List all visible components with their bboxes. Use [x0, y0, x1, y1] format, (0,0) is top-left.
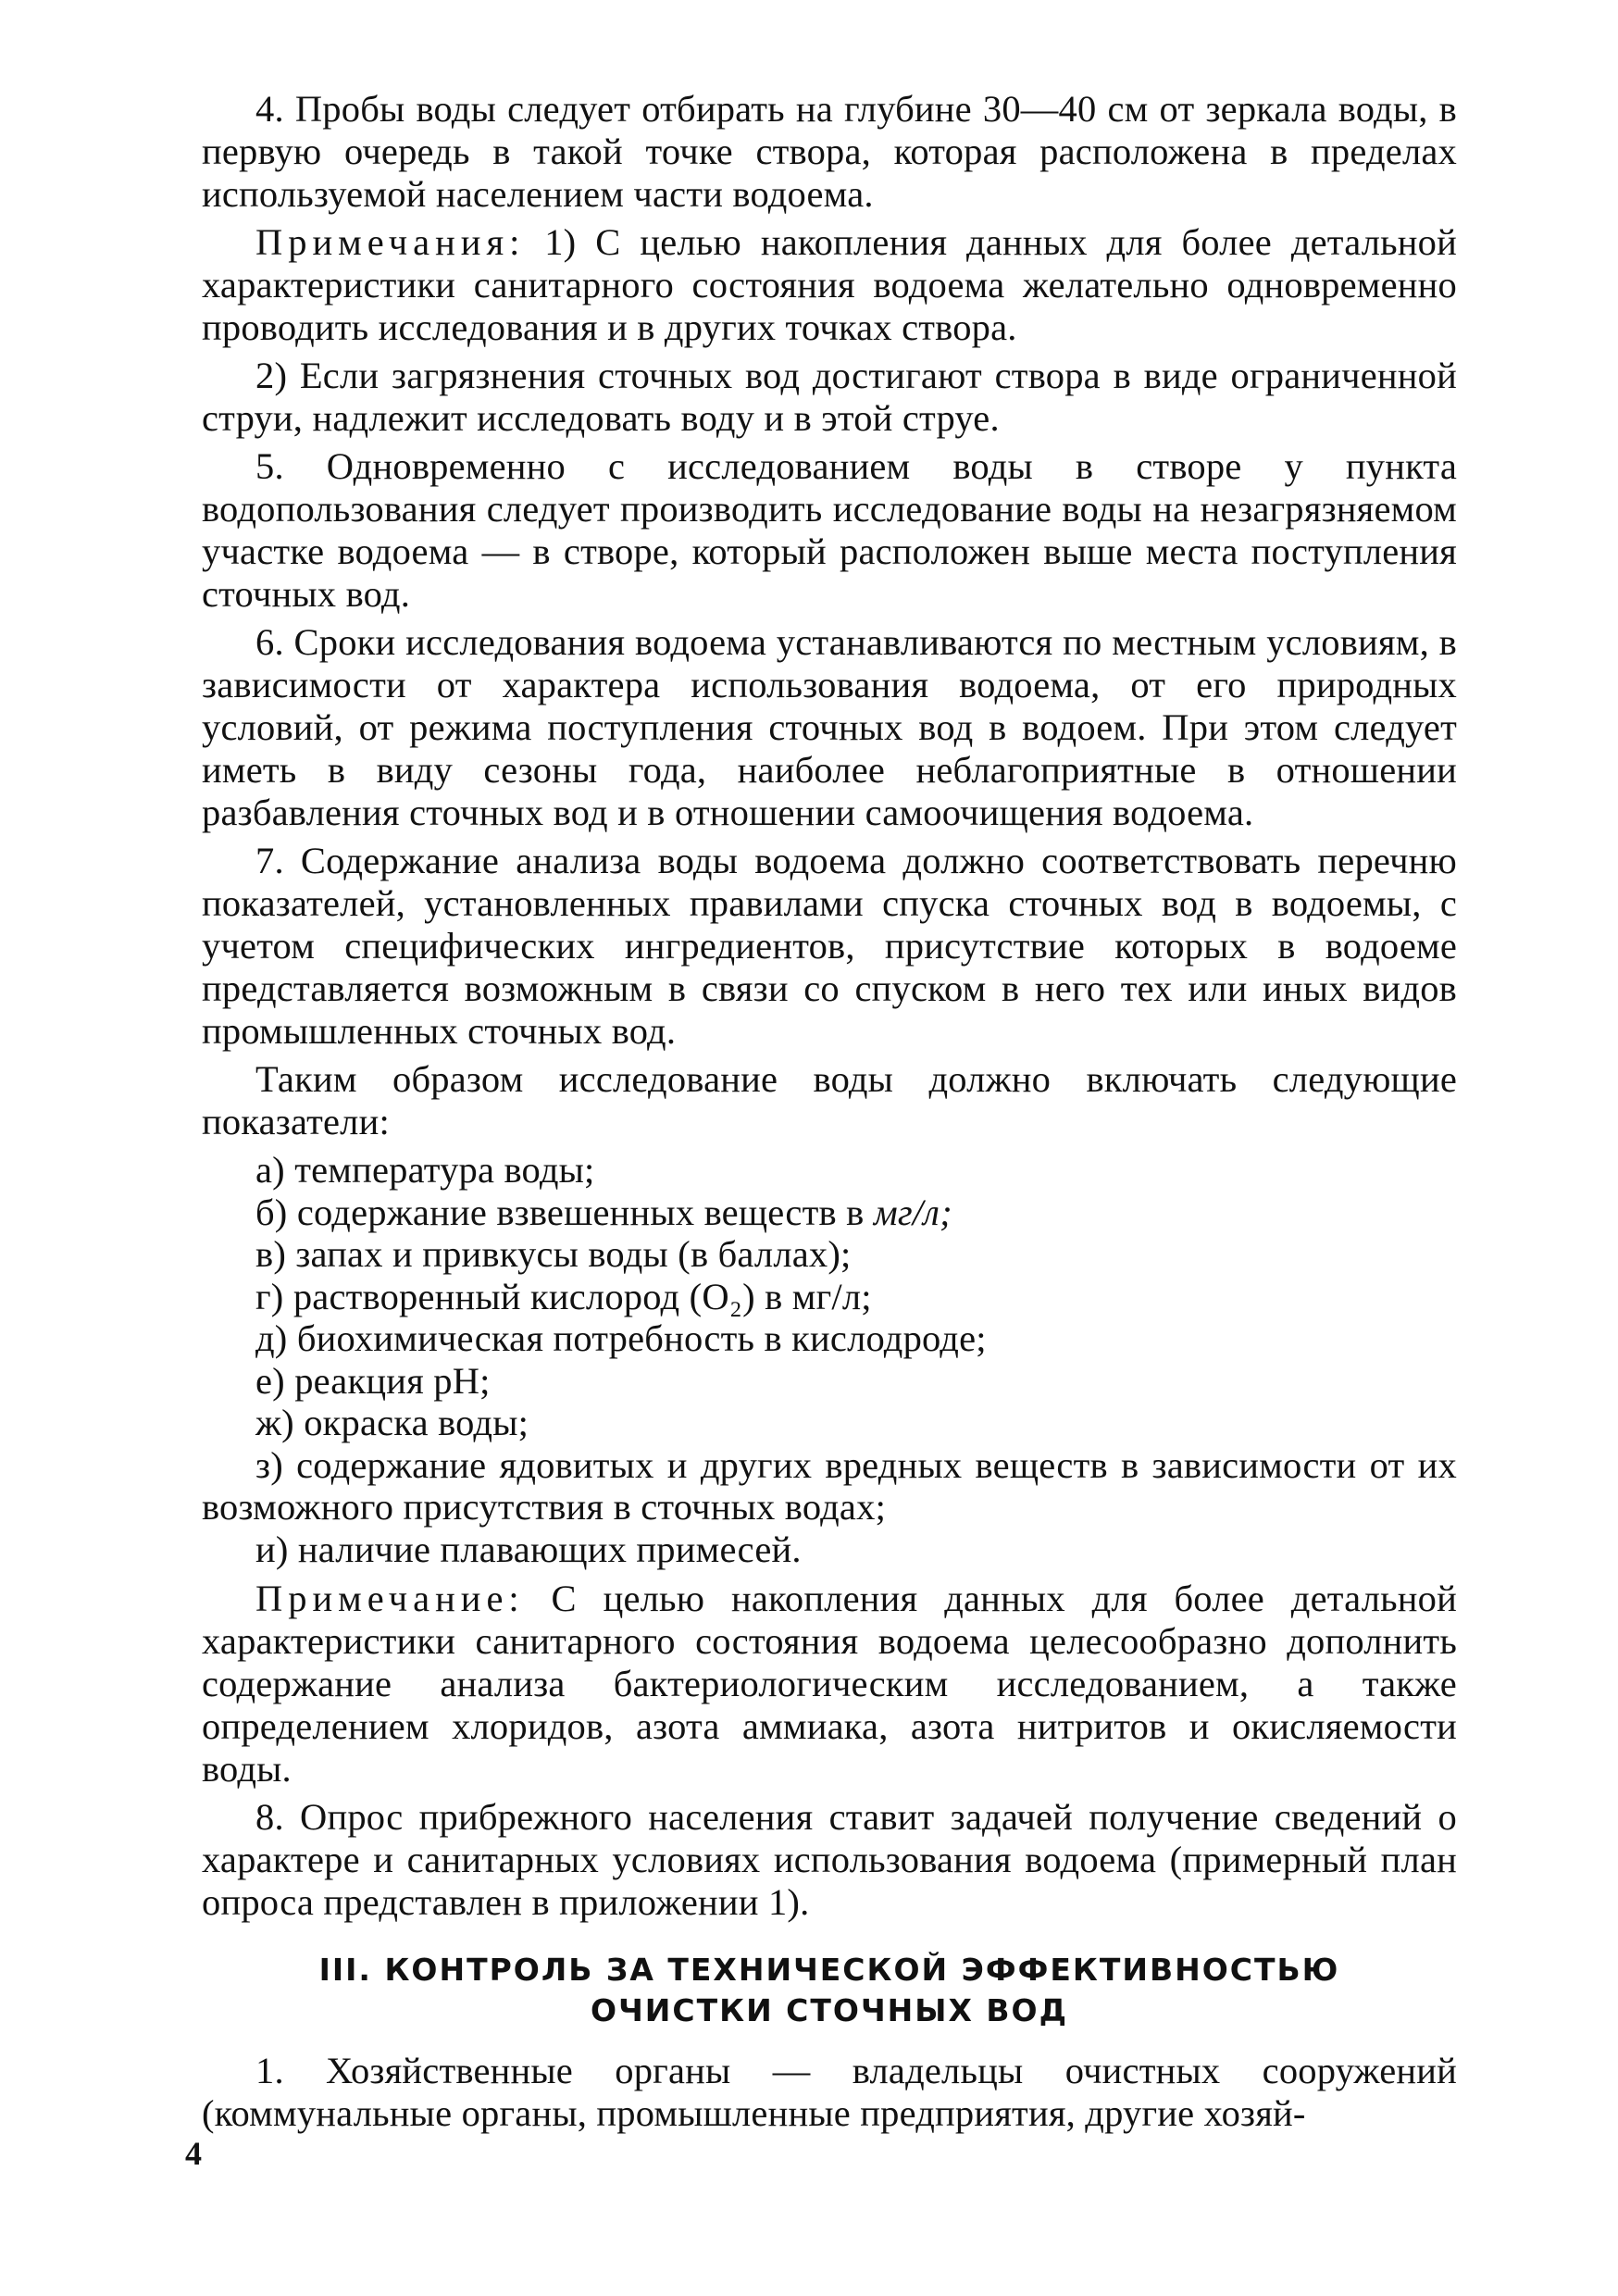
- paragraph-item-6: 6. Сроки исследования водоема устанавливаются по местным условиям, в зависимости от характера использования водоема, от его природных условий, от режима поступления сточных вод в водоем. При этом следует иметь в виду сезоны года, наиболее неблагоприятные в отношении разбавления сточных вод и в отношении самоочищения водоема.: [202, 621, 1457, 833]
- list-item: [202, 1192, 1457, 1234]
- list-item: г) растворенный кислород (O₂) в мг/л;: [255, 1275, 872, 1317]
- note-plural-text: 1) С целью накопления данных для более детальной характеристики санитарного состояния водоема желательно одновременно проводить исследования и в других точках створа.: [202, 221, 1458, 348]
- paragraph-item-4: 4. Пробы воды следует отбирать на глубине 30—40 см от зеркала воды, в первую очередь в такой точке створа, которая расположена в пределах используемой населением части водоема.: [202, 88, 1457, 215]
- section-heading-line: III. КОНТРОЛЬ ЗА ТЕХНИЧЕСКОЙ ЭФФЕКТИВНОСТЬЮ: [318, 1952, 1340, 1988]
- paragraph-item-7: 7. Содержание анализа воды водоема должно соответствовать перечню показателей, установленных правилами спуска сточных вод в водоемы, с учетом специфических ингредиентов, присутствие которых в водоеме представляется возможным в связи со спуском в него тех или иных видов промышленных сточных вод.: [202, 840, 1457, 1052]
- list-item: а) температура воды;: [255, 1149, 595, 1191]
- note-plural-1: [202, 221, 1457, 349]
- section-paragraph-1: 1. Хозяйственные органы — владельцы очистных сооружений (коммунальные органы, промышленные предприятия, другие хозяй-: [202, 2050, 1457, 2134]
- list-item: д) биохимическая потребность в кислодроде;: [255, 1317, 987, 1359]
- note-plural-label: Примечания:: [255, 221, 526, 263]
- list-item: и) наличие плавающих примесей.: [255, 1528, 802, 1570]
- note-plural-2: 2) Если загрязнения сточных вод достигают створа в виде ограниченной струи, надлежит исследовать воду и в этой струе.: [202, 355, 1457, 439]
- list-item: ж) окраска воды;: [255, 1402, 529, 1443]
- page-number: 4: [185, 2135, 202, 2172]
- note-singular-label: Примечание:: [255, 1578, 525, 1619]
- list-item-text: б) содержание взвешенных веществ в: [255, 1191, 865, 1233]
- note-singular-text: С целью накопления данных для более детальной характеристики санитарного состояния водоема целесообразно дополнить содержание анализа бактериологическим исследованием, а также определением хлоридов, азота аммиака, азота нитритов и окисляемости воды.: [202, 1578, 1457, 1790]
- list-item: в) запах и привкусы воды (в баллах);: [255, 1233, 852, 1275]
- indicators-list: [202, 1149, 1457, 1570]
- paragraph-item-8: 8. Опрос прибрежного населения ставит задачей получение сведений о характере и санитарных условиях использования водоема (примерный план опроса представлен в приложении 1).: [202, 1796, 1457, 1923]
- section-heading-line: ОЧИСТКИ СТОЧНЫХ ВОД: [591, 1992, 1068, 2028]
- list-item: з) содержание ядовитых и других вредных веществ в зависимости от их возможного присутствия в сточных водах;: [202, 1443, 1457, 1528]
- document-page: [202, 88, 1457, 2140]
- list-item-unit: мг/л;: [873, 1191, 952, 1233]
- list-item: е) реакция pH;: [255, 1359, 491, 1402]
- paragraph-indicators-intro: Таким образом исследование воды должно включать следующие показатели:: [202, 1058, 1457, 1142]
- note-singular: [202, 1578, 1457, 1791]
- section-heading: [202, 1950, 1457, 2031]
- paragraph-item-5: 5. Одновременно с исследованием воды в створе у пункта водопользования следует производить исследование воды на незагрязняемом участке водоема — в створе, который расположен выше места поступления сточных вод.: [202, 445, 1457, 615]
